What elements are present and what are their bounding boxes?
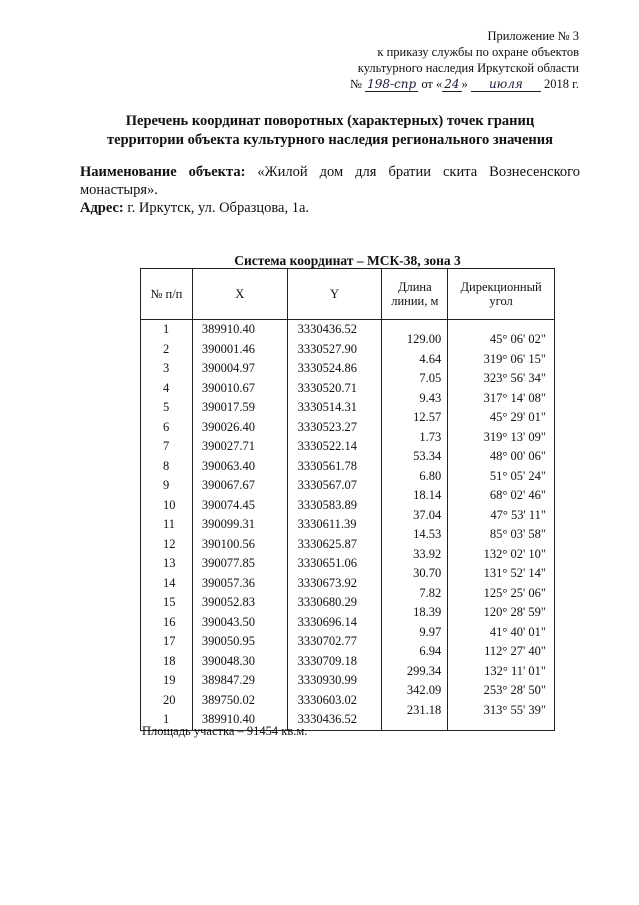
point-x-cell: 390017.59 (192, 398, 287, 418)
table-row (141, 320, 555, 340)
segment-length-value: 33.92 (413, 546, 442, 561)
segment-length-value: 9.43 (419, 390, 442, 405)
point-y-cell: 3330625.87 (287, 535, 382, 555)
point-y-cell: 3330680.29 (287, 593, 382, 613)
point-x-cell: 389910.40 (192, 710, 287, 730)
point-n-cell: 3 (141, 359, 193, 379)
annex-order-line (350, 76, 579, 92)
point-n-cell: 6 (141, 418, 193, 438)
order-day-close: » (461, 77, 468, 91)
segment-angle-value: 85° 03' 58" (489, 527, 546, 541)
segment-length-value: 7.05 (419, 371, 442, 385)
object-name-label: Наименование объекта: (80, 164, 246, 180)
segment-length-value: 4.64 (419, 351, 442, 366)
point-y-cell: 3330436.52 (287, 320, 382, 340)
point-x-cell: 390004.97 (192, 359, 287, 379)
point-x-cell: 390001.46 (192, 340, 287, 360)
segment-length-value: 231.18 (406, 702, 442, 717)
object-name (80, 163, 580, 199)
segment-angle-value: 253° 28' 50" (483, 683, 546, 697)
point-y-cell: 3330523.27 (287, 418, 382, 438)
segment-angle-value: 120° 28' 59" (483, 605, 546, 619)
segment-angle-value: 112° 27' 40" (484, 644, 546, 658)
segment-length-value: 18.14 (413, 488, 442, 502)
point-y-cell: 3330651.06 (287, 554, 382, 574)
point-y-cell: 3330709.18 (287, 652, 382, 672)
plot-area-label: Площадь участка – (142, 724, 244, 738)
point-n-cell: 13 (141, 554, 193, 574)
point-n-cell: 1 (141, 710, 193, 730)
point-x-cell: 389750.02 (192, 691, 287, 711)
point-n-cell: 14 (141, 574, 193, 594)
segment-angle-value: 317° 14' 08" (483, 390, 546, 405)
segment-length-value: 37.04 (413, 507, 442, 522)
header-x: X (192, 269, 287, 320)
segment-angle-value: 125° 25' 06" (483, 585, 546, 600)
segment-length-value: 18.39 (413, 605, 442, 619)
object-address (80, 199, 309, 217)
segment-length-value: 129.00 (406, 332, 442, 346)
annex-header (350, 28, 579, 92)
header-length: Длина линии, м (382, 269, 448, 320)
point-n-cell: 1 (141, 320, 193, 340)
order-month-handwritten: июля (488, 77, 523, 91)
point-n-cell: 9 (141, 476, 193, 496)
header-y: Y (287, 269, 382, 320)
point-n-cell: 2 (141, 340, 193, 360)
segment-angle-value: 41° 40' 01" (489, 624, 546, 639)
coordinates-table (140, 268, 555, 731)
segment-length-value: 6.94 (419, 644, 442, 658)
segment-angle-value: 319° 06' 15" (483, 351, 546, 366)
point-x-cell: 390026.40 (192, 418, 287, 438)
point-y-cell: 3330567.07 (287, 476, 382, 496)
point-n-cell: 8 (141, 457, 193, 477)
point-y-cell: 3330611.39 (287, 515, 382, 535)
segment-length-value: 9.97 (419, 624, 442, 639)
header-num: № п/п (141, 269, 193, 320)
segment-length-value: 53.34 (413, 449, 442, 463)
segment-length-value: 6.80 (419, 468, 442, 483)
point-x-cell: 390063.40 (192, 457, 287, 477)
order-day-field (442, 78, 461, 92)
point-y-cell: 3330436.52 (287, 710, 382, 730)
point-x-cell: 390010.67 (192, 379, 287, 399)
table-header-row (141, 269, 555, 320)
point-x-cell: 390052.83 (192, 593, 287, 613)
object-name-value: «Жилой дом для братии скита Вознесенского монастыря». (80, 164, 581, 198)
order-number-field (365, 78, 418, 92)
segment-length-value: 30.70 (413, 566, 442, 580)
segment-length-value: 299.34 (406, 663, 442, 678)
point-x-cell: 389910.40 (192, 320, 287, 340)
point-x-cell: 390057.36 (192, 574, 287, 594)
segment-angle-value: 45° 29' 01" (489, 410, 546, 424)
order-number-prefix: № (350, 77, 362, 91)
point-n-cell: 17 (141, 632, 193, 652)
point-n-cell: 12 (141, 535, 193, 555)
object-address-value: г. Иркутск, ул. Образцова, 1а. (127, 200, 310, 216)
annex-order-ref: к приказу службы по охране объектов (377, 45, 579, 59)
point-x-cell: 390043.50 (192, 613, 287, 633)
document-title-line1: Перечень координат поворотных (характерных) точек границ (125, 113, 535, 129)
point-n-cell: 20 (141, 691, 193, 711)
point-n-cell: 16 (141, 613, 193, 633)
plot-area-value: 91454 кв.м. (246, 724, 308, 738)
segment-length-value: 1.73 (419, 429, 442, 444)
order-day-handwritten: 24 (444, 77, 460, 91)
segment-angle-value: 45° 06' 02" (489, 332, 546, 346)
point-n-cell: 18 (141, 652, 193, 672)
point-x-cell: 389847.29 (192, 671, 287, 691)
segment-angle-value: 132° 11' 01" (484, 663, 546, 678)
order-month-field (471, 78, 541, 92)
point-n-cell: 5 (141, 398, 193, 418)
point-y-cell: 3330514.31 (287, 398, 382, 418)
segment-angle-value: 47° 53' 11" (490, 507, 546, 522)
plot-area (142, 724, 307, 739)
point-n-cell: 15 (141, 593, 193, 613)
point-x-cell: 390074.45 (192, 496, 287, 516)
point-y-cell: 3330702.77 (287, 632, 382, 652)
point-y-cell: 3330930.99 (287, 671, 382, 691)
annex-agency: культурного наследия Иркутской области (357, 61, 579, 75)
point-y-cell: 3330520.71 (287, 379, 382, 399)
point-y-cell: 3330696.14 (287, 613, 382, 633)
point-x-cell: 390048.30 (192, 652, 287, 672)
document-title (80, 112, 580, 150)
segment-angle-column (448, 320, 555, 731)
segment-angle-value: 132° 02' 10" (483, 546, 546, 561)
point-x-cell: 390100.56 (192, 535, 287, 555)
segment-length-column (382, 320, 448, 731)
point-n-cell: 4 (141, 379, 193, 399)
point-x-cell: 390050.95 (192, 632, 287, 652)
order-year: 2018 г. (544, 77, 579, 91)
point-n-cell: 19 (141, 671, 193, 691)
segment-angle-value: 68° 02' 46" (489, 488, 546, 502)
order-number-handwritten: 198-спр (367, 77, 417, 91)
point-n-cell: 10 (141, 496, 193, 516)
point-n-cell: 7 (141, 437, 193, 457)
point-n-cell: 11 (141, 515, 193, 535)
segment-angle-value: 319° 13' 09" (483, 429, 546, 444)
document-title-line2: территории объекта культурного наследия регионального значения (107, 132, 553, 148)
point-y-cell: 3330527.90 (287, 340, 382, 360)
annex-number: Приложение № 3 (487, 29, 579, 43)
point-y-cell: 3330524.86 (287, 359, 382, 379)
order-date-from: от « (421, 77, 443, 91)
point-y-cell: 3330583.89 (287, 496, 382, 516)
point-y-cell: 3330673.92 (287, 574, 382, 594)
header-direction: Дирекционный угол (448, 269, 555, 320)
segment-length-value: 12.57 (413, 410, 442, 424)
point-y-cell: 3330561.78 (287, 457, 382, 477)
segment-angle-value: 313° 55' 39" (483, 702, 546, 717)
segment-length-value: 14.53 (413, 527, 442, 541)
point-y-cell: 3330522.14 (287, 437, 382, 457)
point-x-cell: 390027.71 (192, 437, 287, 457)
coordinate-system-title: Система координат – МСК-38, зона 3 (234, 253, 461, 268)
segment-angle-value: 323° 56' 34" (483, 371, 546, 385)
segment-angle-value: 51° 05' 24" (489, 468, 546, 483)
segment-angle-value: 131° 52' 14" (483, 566, 546, 580)
object-address-label: Адрес: (80, 200, 124, 216)
segment-length-value: 7.82 (419, 585, 442, 600)
point-x-cell: 390067.67 (192, 476, 287, 496)
segment-angle-value: 48° 00' 06" (489, 449, 546, 463)
coordinates-table-body (141, 320, 555, 731)
point-y-cell: 3330603.02 (287, 691, 382, 711)
point-x-cell: 390077.85 (192, 554, 287, 574)
point-x-cell: 390099.31 (192, 515, 287, 535)
segment-length-value: 342.09 (406, 683, 442, 697)
